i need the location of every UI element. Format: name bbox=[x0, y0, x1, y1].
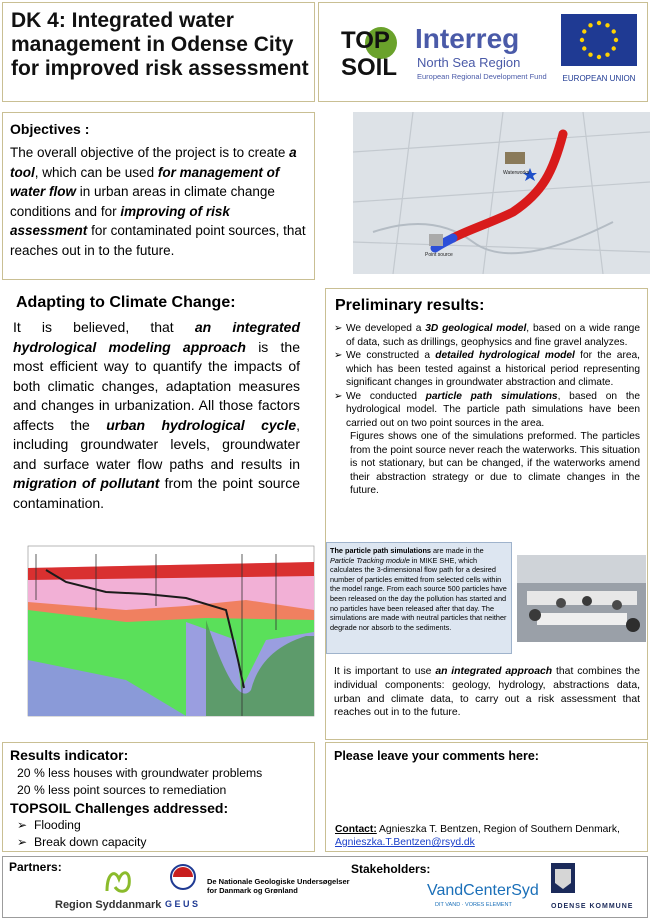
objectives-text bbox=[10, 143, 310, 260]
arrow-bullet-icon: ➢ bbox=[334, 390, 343, 402]
list-item bbox=[334, 390, 640, 431]
particle-simulation-note bbox=[326, 542, 512, 654]
title-panel bbox=[2, 2, 315, 102]
contact-label: Contact: bbox=[335, 824, 377, 835]
emphasis: for management of water flow bbox=[10, 164, 280, 199]
contact-info bbox=[335, 823, 635, 849]
emphasis: improving of risk assessment bbox=[10, 203, 230, 238]
text: are made in the bbox=[430, 546, 484, 555]
partners-label: Partners: bbox=[9, 860, 62, 874]
eu-star bbox=[597, 21, 601, 25]
list-item bbox=[334, 349, 640, 390]
eu-star bbox=[612, 46, 616, 50]
eu-flag-icon bbox=[561, 14, 637, 66]
emphasis: particle path simulations bbox=[425, 390, 558, 402]
map-label: Point source bbox=[425, 252, 453, 258]
topsoil-bottom: SOIL bbox=[341, 54, 398, 81]
text: The overall objective of the project is to create bbox=[10, 145, 290, 160]
emphasis: an integrated hydrological modeling approach bbox=[13, 319, 300, 355]
region-syddanmark-logo-icon bbox=[101, 865, 141, 895]
eu-star bbox=[612, 29, 616, 33]
emphasis: The particle path simulations bbox=[330, 546, 431, 555]
eu-star bbox=[614, 38, 618, 42]
text: from the point source contamination. bbox=[13, 475, 300, 511]
text: We constructed a bbox=[346, 350, 436, 361]
text: Flooding bbox=[33, 818, 81, 832]
results-heading: Results indicator: bbox=[10, 747, 129, 763]
meeting-photo bbox=[517, 555, 646, 642]
eu-star bbox=[580, 38, 584, 42]
emphasis: 3D geological model bbox=[425, 323, 527, 334]
geus-logo-icon bbox=[169, 863, 197, 891]
challenges-heading: TOPSOIL Challenges addressed: bbox=[10, 800, 229, 816]
text: We developed a bbox=[346, 323, 426, 334]
closing-paragraph bbox=[334, 665, 640, 720]
vandcenter-slogan: DIT VAND · VORES ELEMENT bbox=[435, 902, 512, 908]
topsoil-top: TOP bbox=[341, 27, 390, 54]
text: , including groundwater levels, groundwater and surface water flow paths and results in bbox=[13, 416, 300, 472]
odense-crest-icon bbox=[543, 861, 583, 899]
results-item: 20 % less point sources to remediation bbox=[17, 783, 227, 797]
adapting-heading: Adapting to Climate Change: bbox=[16, 294, 236, 311]
topsoil-logo bbox=[341, 27, 397, 81]
emphasis: detailed hydrological model bbox=[435, 350, 575, 361]
text: is the most efficient way to quantify the impacts of both climatic changes, adaptation measures and changes in urbanization. All those factors affects the bbox=[13, 338, 300, 433]
text: Agnieszka T. Bentzen, Region of Southern Denmark, bbox=[376, 824, 620, 835]
poster-title bbox=[11, 9, 309, 81]
eu-star bbox=[597, 55, 601, 59]
emphasis: Particle Tracking module bbox=[330, 555, 410, 565]
stakeholders-label: Stakeholders: bbox=[351, 862, 431, 876]
text: It is important to use bbox=[334, 666, 436, 677]
adapting-panel bbox=[2, 288, 315, 542]
preliminary-heading: Preliminary results: bbox=[335, 297, 485, 314]
eu-star bbox=[588, 23, 592, 27]
objectives-panel bbox=[2, 112, 315, 280]
text: Break down capacity bbox=[33, 835, 147, 849]
text: for the area, which has been tested against a historical period representing significant changes in groundwater abstraction and climate. bbox=[346, 350, 640, 388]
eu-star bbox=[605, 53, 609, 57]
map-svg bbox=[353, 112, 650, 274]
emphasis: migration of pollutant bbox=[13, 475, 160, 491]
arrow-bullet-icon: ➢ bbox=[17, 818, 34, 832]
vandcenter-logo: VandCenterSyd bbox=[427, 882, 539, 899]
eu-star bbox=[588, 53, 592, 57]
results-item: 20 % less houses with groundwater problems bbox=[17, 766, 263, 780]
geus-fullname bbox=[207, 877, 350, 895]
odense-kommune: ODENSE KOMMUNE bbox=[551, 903, 634, 910]
interreg-region: North Sea Region bbox=[417, 55, 521, 70]
text: , which can be used bbox=[34, 164, 158, 180]
eu-star bbox=[582, 29, 586, 33]
text: We conducted bbox=[346, 390, 426, 402]
eu-star bbox=[605, 23, 609, 27]
comments-heading: Please leave your comments here: bbox=[334, 749, 539, 763]
title-line: DK 4: Integrated water bbox=[11, 9, 234, 32]
list-item bbox=[334, 322, 640, 349]
eu-label: EUROPEAN UNION bbox=[562, 74, 636, 83]
text: in urban areas in climate change conditions and for bbox=[10, 184, 275, 219]
text: that combines the individual components: geology, hydrology, abstractions data, urban and climate data, to carry out a risk assessment that reaches out in to the future. bbox=[334, 666, 640, 719]
results-panel bbox=[2, 742, 315, 852]
title-line: for improved risk assessment bbox=[11, 57, 309, 80]
text: , based on a wide range of data, such as drillings, geophysics and fine gravel analyzes. bbox=[346, 323, 640, 348]
region-name: Region Syddanmark bbox=[55, 899, 162, 911]
arrow-bullet-icon: ➢ bbox=[334, 350, 343, 361]
cross-section-figure bbox=[6, 540, 318, 722]
interreg-wordmark: Interreg bbox=[415, 23, 520, 54]
study-area-map bbox=[353, 112, 650, 274]
partners-panel bbox=[2, 856, 648, 918]
arrow-bullet-icon: ➢ bbox=[17, 835, 34, 849]
point-source-icon bbox=[429, 234, 443, 246]
eu-star bbox=[582, 46, 586, 50]
photo-svg bbox=[517, 555, 646, 642]
arrow-bullet-icon: ➢ bbox=[334, 323, 343, 334]
text: for Danmark og Grønland bbox=[207, 886, 298, 895]
text: , based on the hydrological model. The particle path simulations have been carried out on two point sources in the area. bbox=[346, 390, 640, 429]
logo-panel bbox=[318, 2, 648, 102]
emphasis: a tool bbox=[10, 145, 297, 180]
text: It is believed, that bbox=[13, 319, 195, 335]
geus-name: G E U S bbox=[165, 899, 199, 909]
map-label: Waterworks bbox=[503, 170, 530, 176]
waterworks-icon bbox=[505, 152, 525, 164]
adapting-text bbox=[13, 318, 300, 513]
interreg-fund: European Regional Development Fund bbox=[417, 72, 547, 81]
challenge-item bbox=[17, 818, 81, 832]
objectives-heading: Objectives : bbox=[10, 121, 90, 137]
cross-section-svg bbox=[6, 540, 318, 722]
text: in MIKE SHE, which calculates the 3-dimensional flow path for a desired number of particles emitted from selected cells within the model range. From each source 500 particles have been released on the day the pollution has started and no particles have been released after that day. The simulations are made with neutral particles that neither degrade nor absorb to the sediments. bbox=[330, 555, 507, 632]
comments-panel bbox=[325, 742, 648, 852]
logos-svg bbox=[319, 3, 649, 103]
challenge-item bbox=[17, 835, 146, 849]
emphasis: urban hydrological cycle bbox=[106, 416, 297, 433]
preliminary-list bbox=[334, 322, 640, 498]
figures-paragraph: Figures shows one of the simulations preformed. The particles from the point source never reach the waterworks. This situation is not stationary, but can be changed, if the waterworks amend their abstraction strategy or due to climate changes in the future. bbox=[350, 431, 640, 496]
text: De Nationale Geologiske Undersøgelser bbox=[207, 877, 350, 886]
email-link[interactable]: Agnieszka.T.Bentzen@rsyd.dk bbox=[335, 837, 475, 848]
text: for contaminated point sources, that reaches out in to the future. bbox=[10, 223, 306, 258]
title-line: management in Odense City bbox=[11, 33, 294, 56]
emphasis: an integrated approach bbox=[435, 666, 553, 677]
